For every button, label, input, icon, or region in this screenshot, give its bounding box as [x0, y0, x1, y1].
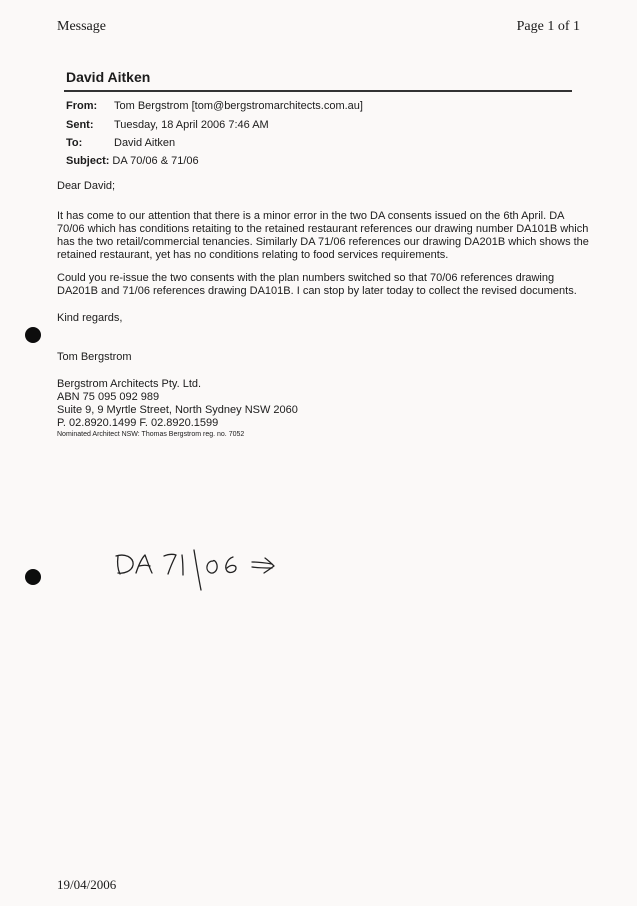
paragraph-line: 70/06 which has conditions retaiting to the retained restaurant references our drawing number DA101B which	[57, 223, 589, 235]
greeting: Dear David;	[57, 180, 116, 192]
closing: Kind regards,	[57, 312, 123, 324]
from-label: From:	[66, 100, 98, 112]
to-value: David Aitken	[114, 137, 176, 149]
print-date: 19/04/2006	[57, 877, 117, 892]
paragraph-line: retained restaurant, yet has no conditions relating to food services requirements.	[57, 249, 449, 261]
signature-company: Bergstrom Architects Pty. Ltd.	[57, 378, 202, 390]
signature-phone-fax: P. 02.8920.1499 F. 02.8920.1599	[57, 417, 219, 429]
body-paragraph-2	[57, 272, 577, 298]
paragraph-line: It has come to our attention that there is a minor error in the two DA consents issued on the 6th April. DA	[57, 210, 565, 222]
sent-row	[66, 119, 269, 132]
subject-label: Subject:	[66, 155, 110, 167]
sender-name: Tom Bergstrom	[57, 351, 132, 363]
subject-row	[66, 155, 199, 168]
from-value: Tom Bergstrom [tom@bergstromarchitects.com.au]	[114, 100, 363, 112]
to-label: To:	[66, 137, 83, 149]
signature-abn: ABN 75 095 092 989	[57, 391, 160, 403]
signature-address: Suite 9, 9 Myrtle Street, North Sydney NSW 2060	[57, 404, 298, 416]
paragraph-line: DA201B and 71/06 references drawing DA101B. I can stop by later today to collect the revised documents.	[57, 285, 577, 297]
paragraph-line: has the two retail/commercial tenancies. Similarly DA 71/06 references our drawing DA201B which shows the	[57, 236, 589, 248]
subject-value: DA 70/06 & 71/06	[112, 155, 199, 167]
sent-label: Sent:	[66, 119, 94, 131]
paragraph-line: Could you re-issue the two consents with the plan numbers switched so that 70/06 references drawing	[57, 272, 555, 284]
sent-value: Tuesday, 18 April 2006 7:46 AM	[114, 119, 269, 131]
print-page-number: Page 1 of 1	[516, 19, 580, 34]
to-row	[66, 137, 175, 150]
signature-block	[57, 378, 298, 439]
print-header-title: Message	[57, 19, 106, 34]
body-paragraph-1	[57, 210, 589, 262]
punch-hole-bottom	[25, 569, 41, 585]
punch-hole-top	[25, 327, 41, 343]
handwritten-note	[112, 540, 312, 595]
signature-registration: Nominated Architect NSW: Thomas Bergstrom reg. no. 7052	[57, 431, 245, 438]
header-divider	[64, 90, 572, 92]
from-row	[66, 100, 363, 113]
mailbox-owner-name: David Aitken	[66, 69, 151, 85]
